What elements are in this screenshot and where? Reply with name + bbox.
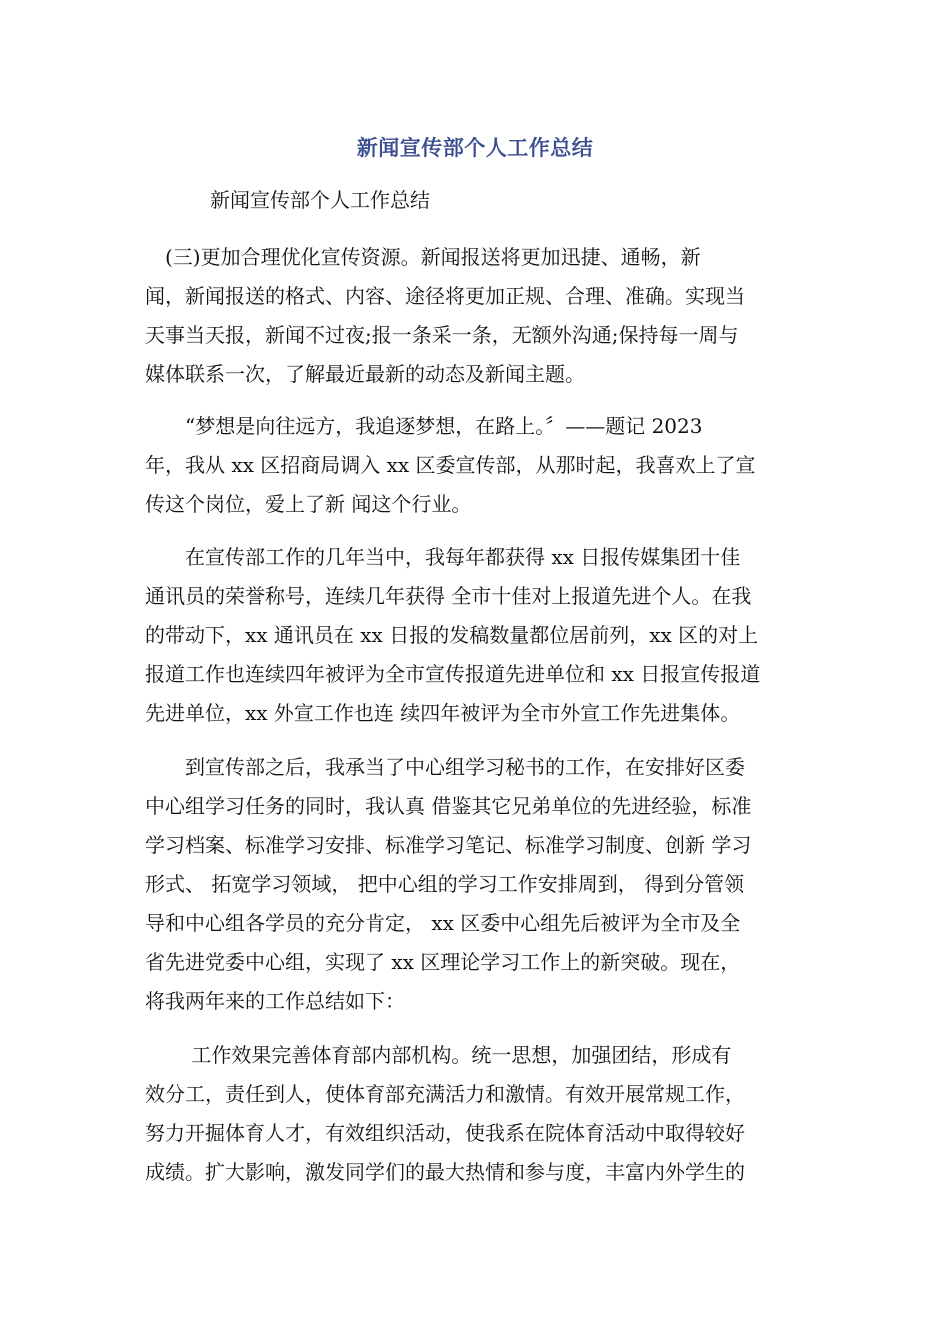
paragraph-1 (145, 238, 805, 394)
paragraph-line: 学习档案、标准学习安排、标准学习笔记、标准学习制度、创新 学习 (145, 833, 752, 857)
paragraph-line: “梦想是向往远方，我追逐梦想，在路上。〞——题记 2023 (145, 414, 703, 438)
paragraph-line: 成绩。扩大影响，激发同学们的最大热情和参与度，丰富内外学生的 (145, 1160, 745, 1184)
paragraph-line: 形式、 拓宽学习领域， 把中心组的学习工作安排周到， 得到分管领 (145, 872, 745, 896)
paragraph-line: (三)更加合理优化宣传资源。新闻报送将更加迅捷、通畅，新 (145, 245, 701, 269)
paragraph-line: 工作效果完善体育部内部机构。统一思想，加强团结，形成有 (145, 1043, 732, 1067)
paragraph-line: 通讯员的荣誉称号，连续几年获得 全市十佳对上报道先进个人。在我 (145, 584, 752, 608)
paragraph-line: 天事当天报，新闻不过夜;报一条采一条，无额外沟通;保持每一周与 (145, 323, 739, 347)
paragraph-line: 导和中心组各学员的充分肯定， xx 区委中心组先后被评为全市及全 (145, 911, 741, 935)
paragraph-3 (145, 538, 805, 733)
paragraph-2 (145, 407, 805, 524)
paragraph-line: 努力开掘体育人才，有效组织活动，使我系在院体育活动中取得较好 (145, 1121, 745, 1145)
document-subtitle: 新闻宣传部个人工作总结 (210, 188, 430, 212)
paragraph-line: 省先进党委中心组，实现了 xx 区理论学习工作上的新突破。现在， (145, 950, 741, 974)
paragraph-line: 先进单位，xx 外宣工作也连 续四年被评为全市外宣工作先进集体。 (145, 701, 741, 725)
paragraph-line: 年，我从 xx 区招商局调入 xx 区委宣传部，从那时起，我喜欢上了宣 (145, 453, 756, 477)
paragraph-line: 的带动下，xx 通讯员在 xx 日报的发稿数量都位居前列，xx 区的对上 (145, 623, 759, 647)
paragraph-line: 闻，新闻报送的格式、内容、途径将更加正规、合理、准确。实现当 (145, 284, 745, 308)
paragraph-4 (145, 748, 805, 1016)
paragraph-line: 在宣传部工作的几年当中，我每年都获得 xx 日报传媒集团十佳 (145, 545, 741, 569)
paragraph-line: 媒体联系一次，了解最近最新的动态及新闻主题。 (145, 362, 585, 386)
paragraph-line: 报道工作也连续四年被评为全市宣传报道先进单位和 xx 日报宣传报道 (145, 662, 761, 686)
paragraph-line: 效分工，责任到人，使体育部充满活力和激情。有效开展常规工作， (145, 1082, 745, 1106)
paragraph-line: 中心组学习任务的同时，我认真 借鉴其它兄弟单位的先进经验，标准 (145, 794, 752, 818)
paragraph-line: 到宣传部之后，我承当了中心组学习秘书的工作，在安排好区委 (145, 755, 745, 779)
paragraph-5 (145, 1036, 805, 1192)
paragraph-line: 将我两年来的工作总结如下： (145, 989, 405, 1013)
document-title: 新闻宣传部个人工作总结 (356, 136, 594, 160)
paragraph-line: 传这个岗位，爱上了新 闻这个行业。 (145, 492, 472, 516)
